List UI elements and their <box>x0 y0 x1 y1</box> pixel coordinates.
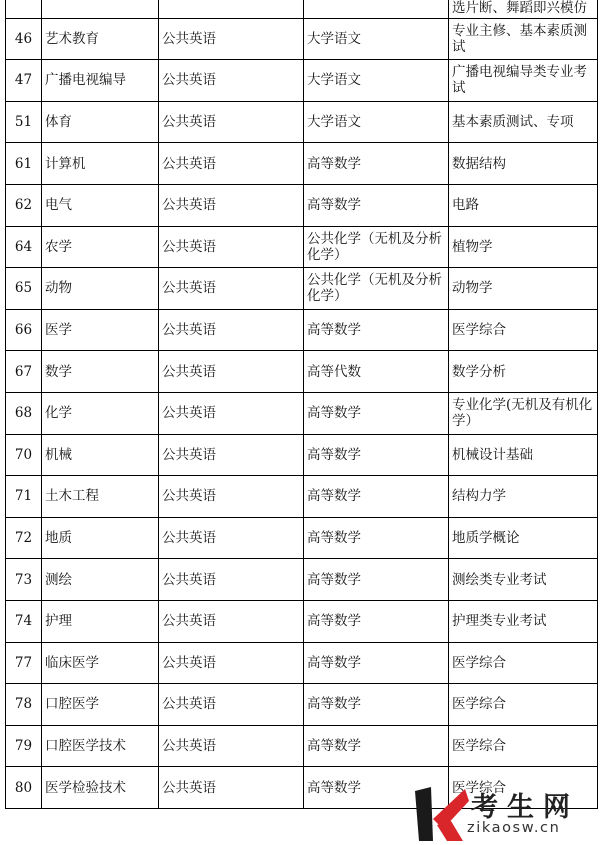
cell-major: 口腔医学 <box>42 684 159 726</box>
table-row <box>6 600 598 642</box>
cell-subject-3: 医学综合 <box>449 684 598 726</box>
cell-code: 73 <box>6 559 42 601</box>
table-row <box>6 351 598 393</box>
cell-code: 78 <box>6 684 42 726</box>
table-body <box>6 0 598 808</box>
cell-subject-1 <box>159 0 304 18</box>
cell-major: 数学 <box>42 351 159 393</box>
cell-subject-2: 高等数学 <box>304 143 449 185</box>
cell-subject-3: 专业主修、基本素质测试 <box>449 18 598 60</box>
cell-subject-2: 高等数学 <box>304 184 449 226</box>
cell-subject-1: 公共英语 <box>159 268 304 310</box>
cell-subject-1: 公共英语 <box>159 642 304 684</box>
cell-code: 66 <box>6 309 42 351</box>
cell-major: 地质 <box>42 517 159 559</box>
cell-major: 口腔医学技术 <box>42 725 159 767</box>
cell-code <box>6 0 42 18</box>
cell-subject-2: 高等代数 <box>304 351 449 393</box>
cell-subject-1: 公共英语 <box>159 684 304 726</box>
table-row <box>6 725 598 767</box>
cell-subject-2: 公共化学（无机及分析化学） <box>304 226 449 268</box>
table-row <box>6 642 598 684</box>
cell-subject-3: 医学综合 <box>449 309 598 351</box>
cell-major: 农学 <box>42 226 159 268</box>
cell-code: 71 <box>6 476 42 518</box>
table-row-partial <box>6 0 598 18</box>
cell-code: 51 <box>6 101 42 143</box>
table-row <box>6 309 598 351</box>
exam-subjects-table <box>5 0 598 809</box>
cell-code: 46 <box>6 18 42 60</box>
table-row <box>6 434 598 476</box>
cell-subject-2: 高等数学 <box>304 517 449 559</box>
cell-subject-3: 医学综合 <box>449 642 598 684</box>
watermark-url: zikaosw.cn <box>467 820 561 836</box>
cell-subject-2: 高等数学 <box>304 642 449 684</box>
cell-subject-2: 大学语文 <box>304 18 449 60</box>
cell-code: 68 <box>6 392 42 434</box>
cell-subject-2: 高等数学 <box>304 600 449 642</box>
cell-subject-3: 广播电视编导类专业考试 <box>449 60 598 102</box>
cell-major <box>42 0 159 18</box>
cell-subject-1: 公共英语 <box>159 434 304 476</box>
cell-major: 临床医学 <box>42 642 159 684</box>
cell-code: 47 <box>6 60 42 102</box>
cell-subject-1: 公共英语 <box>159 309 304 351</box>
cell-subject-3: 机械设计基础 <box>449 434 598 476</box>
cell-subject-3: 植物学 <box>449 226 598 268</box>
cell-code: 80 <box>6 767 42 809</box>
cell-subject-1: 公共英语 <box>159 476 304 518</box>
cell-code: 74 <box>6 600 42 642</box>
cell-subject-3: 地质学概论 <box>449 517 598 559</box>
cell-subject-3: 数据结构 <box>449 143 598 185</box>
cell-subject-2: 高等数学 <box>304 434 449 476</box>
cell-subject-1: 公共英语 <box>159 392 304 434</box>
cell-code: 65 <box>6 268 42 310</box>
cell-subject-1: 公共英语 <box>159 18 304 60</box>
cell-subject-3: 电路 <box>449 184 598 226</box>
table-row <box>6 60 598 102</box>
cell-code: 67 <box>6 351 42 393</box>
cell-subject-3: 数学分析 <box>449 351 598 393</box>
cell-major: 护理 <box>42 600 159 642</box>
cell-subject-3: 专业化学(无机及有机化学） <box>449 392 598 434</box>
cell-subject-3: 动物学 <box>449 268 598 310</box>
cell-subject-3: 选片断、舞蹈即兴模仿 <box>449 0 598 18</box>
cell-subject-1: 公共英语 <box>159 559 304 601</box>
cell-subject-1: 公共英语 <box>159 517 304 559</box>
cell-subject-1: 公共英语 <box>159 767 304 809</box>
cell-subject-1: 公共英语 <box>159 143 304 185</box>
table-row <box>6 143 598 185</box>
cell-major: 医学检验技术 <box>42 767 159 809</box>
table-row <box>6 101 598 143</box>
table-row <box>6 392 598 434</box>
table-row <box>6 268 598 310</box>
cell-subject-1: 公共英语 <box>159 226 304 268</box>
watermark-site-name: 考生网 <box>471 792 579 823</box>
cell-major: 测绘 <box>42 559 159 601</box>
cell-subject-3: 护理类专业考试 <box>449 600 598 642</box>
cell-subject-1: 公共英语 <box>159 600 304 642</box>
table-row <box>6 559 598 601</box>
cell-major: 体育 <box>42 101 159 143</box>
cell-major: 艺术教育 <box>42 18 159 60</box>
table-row <box>6 684 598 726</box>
cell-subject-1: 公共英语 <box>159 351 304 393</box>
cell-code: 79 <box>6 725 42 767</box>
cell-subject-2: 高等数学 <box>304 767 449 809</box>
cell-code: 62 <box>6 184 42 226</box>
cell-major: 计算机 <box>42 143 159 185</box>
cell-major: 电气 <box>42 184 159 226</box>
table-row <box>6 18 598 60</box>
cell-subject-2: 大学语文 <box>304 60 449 102</box>
cell-subject-2 <box>304 0 449 18</box>
cell-subject-3: 医学综合 <box>449 767 598 809</box>
cell-code: 72 <box>6 517 42 559</box>
cell-code: 64 <box>6 226 42 268</box>
cell-major: 土木工程 <box>42 476 159 518</box>
cell-subject-1: 公共英语 <box>159 184 304 226</box>
cell-major: 动物 <box>42 268 159 310</box>
table-row <box>6 517 598 559</box>
table-row <box>6 184 598 226</box>
cell-major: 医学 <box>42 309 159 351</box>
table-row <box>6 226 598 268</box>
cell-subject-3: 基本素质测试、专项 <box>449 101 598 143</box>
cell-subject-2: 大学语文 <box>304 101 449 143</box>
cell-subject-2: 高等数学 <box>304 476 449 518</box>
watermark <box>405 783 601 845</box>
cell-subject-2: 高等数学 <box>304 725 449 767</box>
k-logo-icon <box>413 785 471 843</box>
cell-major: 广播电视编导 <box>42 60 159 102</box>
cell-subject-3: 医学综合 <box>449 725 598 767</box>
cell-subject-1: 公共英语 <box>159 101 304 143</box>
cell-major: 化学 <box>42 392 159 434</box>
cell-subject-2: 公共化学（无机及分析化学） <box>304 268 449 310</box>
cell-subject-2: 高等数学 <box>304 309 449 351</box>
cell-subject-3: 结构力学 <box>449 476 598 518</box>
table-row <box>6 476 598 518</box>
cell-subject-2: 高等数学 <box>304 559 449 601</box>
cell-subject-2: 高等数学 <box>304 392 449 434</box>
cell-subject-3: 测绘类专业考试 <box>449 559 598 601</box>
cell-subject-2: 高等数学 <box>304 684 449 726</box>
cell-subject-1: 公共英语 <box>159 725 304 767</box>
cell-major: 机械 <box>42 434 159 476</box>
cell-code: 70 <box>6 434 42 476</box>
cell-code: 77 <box>6 642 42 684</box>
cell-code: 61 <box>6 143 42 185</box>
cell-subject-1: 公共英语 <box>159 60 304 102</box>
